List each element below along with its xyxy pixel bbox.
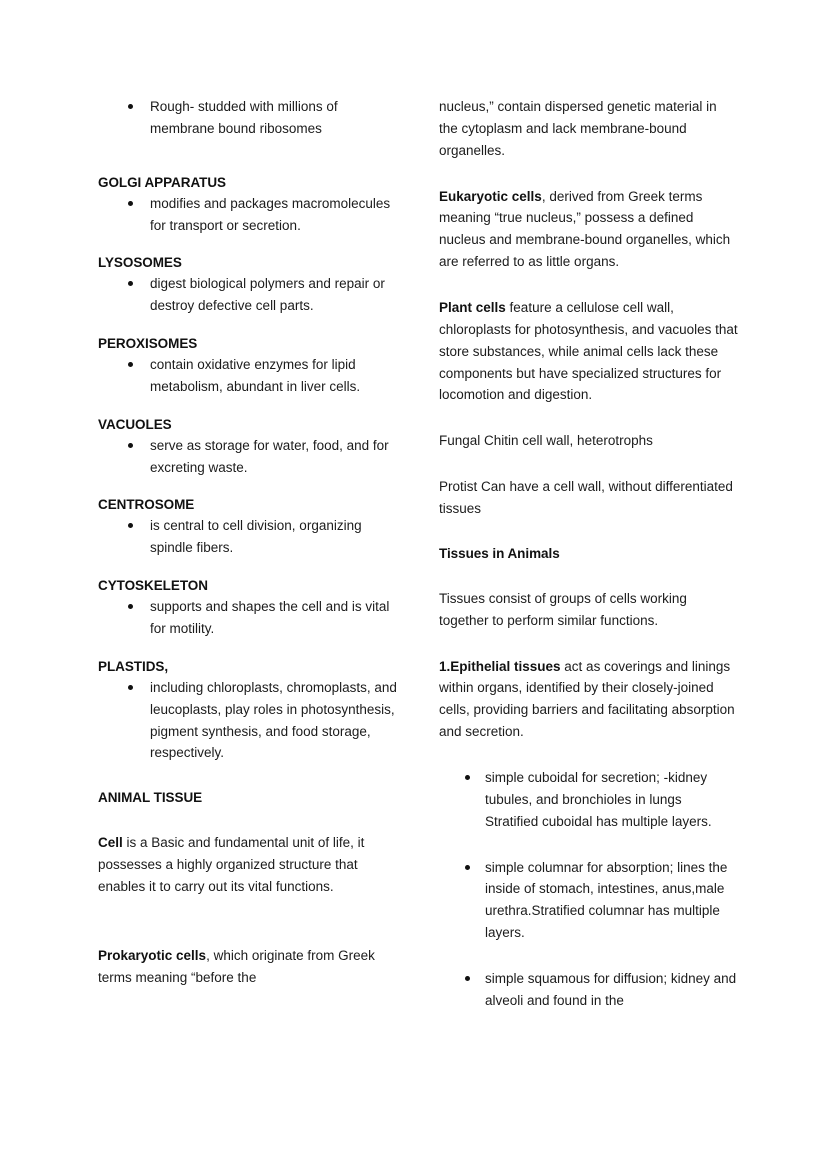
paragraph-cell-definition (98, 832, 397, 898)
rough-er-bullet-list (98, 96, 397, 140)
paragraph-lead-eukaryotic: Eukaryotic cells (439, 188, 542, 204)
spacer (439, 273, 738, 297)
lysosomes-bullet-list (98, 273, 397, 317)
spacer (439, 944, 738, 968)
spacer (439, 833, 738, 857)
section-heading-golgi-apparatus: GOLGI APPARATUS (98, 174, 227, 190)
paragraph-prokaryotic-continuation: nucleus,” contain dispersed genetic material in the cytoplasm and lack membrane-bound organelles. (439, 99, 717, 158)
golgi-apparatus-bullet-list (98, 193, 397, 237)
right-column (439, 96, 738, 1012)
paragraph-lead-epithelial: 1.Epithelial tissues (439, 658, 561, 674)
paragraph-lead-prokaryotic: Prokaryotic cells (98, 947, 207, 963)
paragraph-lead-cell: Cell (98, 835, 123, 851)
two-column-layout (98, 96, 738, 1012)
list-item: serve as storage for water, food, and for excreting waste. (98, 435, 397, 479)
section-heading-cytoskeleton: CYTOSKELETON (98, 578, 208, 594)
spacer (98, 808, 397, 832)
spacer (439, 452, 738, 476)
list-item: simple columnar for absorption; lines the inside of stomach, intestines, anus,male urethra.Stratified columnar has multiple layers. (439, 857, 738, 944)
list-item: is central to cell division, organizing spindle fibers. (98, 515, 397, 559)
paragraph-body: , derived from Greek terms meaning “true nucleus,” possess a defined nucleus and membrane-bound organelles, which are referred to as little organs. (439, 188, 731, 270)
list-item: including chloroplasts, chromoplasts, and leucoplasts, play roles in photosynthesis, pigment synthesis, and food storage, respectively. (98, 677, 397, 764)
paragraph-plant-cells (439, 297, 738, 406)
spacer (98, 764, 397, 788)
list-item: Rough- studded with millions of membrane bound ribosomes (98, 96, 397, 140)
paragraph-epithelial-tissues (439, 656, 738, 743)
list-item: supports and shapes the cell and is vital for motility. (98, 596, 397, 640)
section-heading-centrosome: CENTROSOME (98, 497, 195, 513)
section-heading-animal-tissue: ANIMAL TISSUE (98, 790, 203, 806)
list-item: digest biological polymers and repair or destroy defective cell parts. (98, 273, 397, 317)
paragraph-lead-plant-cells: Plant cells (439, 300, 506, 316)
section-heading-lysosomes: LYSOSOMES (98, 255, 182, 271)
paragraph-protist: Protist Can have a cell wall, without differentiated tissues (439, 479, 733, 517)
plastids-bullet-list (98, 677, 397, 764)
list-item: modifies and packages macromolecules for transport or secretion. (98, 193, 397, 237)
spacer (439, 162, 738, 186)
section-heading-plastids: PLASTIDS, (98, 658, 169, 674)
list-item: simple cuboidal for secretion; -kidney tubules, and bronchioles in lungs Stratified cuboidal has multiple layers. (439, 767, 738, 833)
paragraph-tissues-intro: Tissues consist of groups of cells working together to perform similar functions. (439, 590, 687, 628)
centrosome-bullet-list (98, 515, 397, 559)
list-item: simple squamous for diffusion; kidney and alveoli and found in the (439, 968, 738, 1012)
spacer (98, 478, 397, 495)
vacuoles-bullet-list (98, 435, 397, 479)
left-column (98, 96, 397, 1012)
spacer (98, 317, 397, 334)
section-heading-tissues-in-animals: Tissues in Animals (439, 545, 560, 561)
spacer (439, 564, 738, 588)
spacer (98, 559, 397, 576)
section-heading-peroxisomes: PEROXISOMES (98, 336, 198, 352)
epithelial-types-bullet-list (439, 767, 738, 1012)
paragraph-eukaryotic-cells (439, 186, 738, 273)
paragraph-body: feature a cellulose cell wall, chloroplasts for photosynthesis, and vacuoles that store substances, while animal cells lack these components but have specialized structures for locomotion and digestion. (439, 300, 738, 403)
spacer (439, 520, 738, 544)
section-heading-vacuoles: VACUOLES (98, 416, 172, 432)
spacer (439, 406, 738, 430)
spacer (98, 398, 397, 415)
cytoskeleton-bullet-list (98, 596, 397, 640)
paragraph-body: , which originate from Greek terms meaning “before the (98, 947, 375, 985)
spacer (439, 743, 738, 767)
spacer (439, 632, 738, 656)
paragraph-body: is a Basic and fundamental unit of life, it possesses a highly organized structure that enables it to carry out its vital functions. (98, 835, 365, 894)
spacer (98, 640, 397, 657)
peroxisomes-bullet-list (98, 354, 397, 398)
paragraph-fungal: Fungal Chitin cell wall, heterotrophs (439, 433, 653, 449)
paragraph-body: act as coverings and linings within organs, identified by their closely-joined cells, providing barriers and facilitating absorption and secretion. (439, 658, 735, 740)
paragraph-prokaryotic-cells (98, 945, 397, 989)
spacer (98, 236, 397, 253)
spacer (98, 140, 397, 173)
list-item: contain oxidative enzymes for lipid metabolism, abundant in liver cells. (98, 354, 397, 398)
spacer (98, 898, 397, 945)
